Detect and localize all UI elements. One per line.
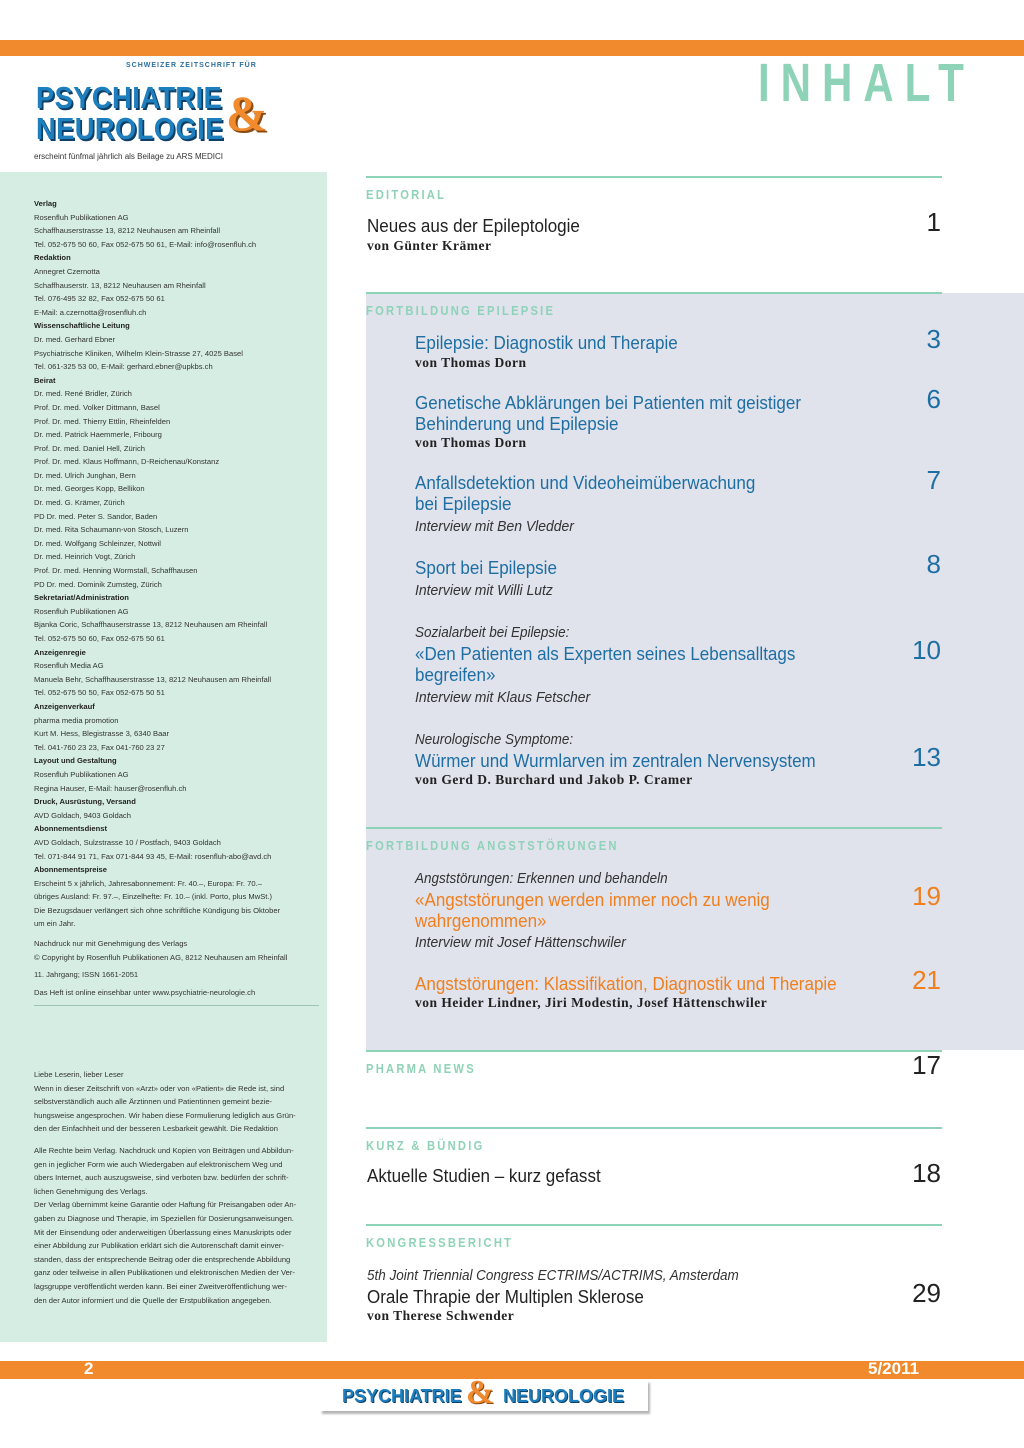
impressum-divider [34, 1005, 319, 1006]
impressum-heading: Abonnementsdienst [34, 824, 107, 834]
impressum-heading: Abonnementspreise [34, 865, 108, 875]
page-number: 10 [912, 635, 941, 665]
article-author: von Thomas Dorn [415, 435, 527, 450]
impressum-line: pharma media promotion [34, 715, 119, 725]
disclaimer [34, 1068, 316, 1315]
impressum-line: Erscheint 5 x jährlich, Jahresabonnement: Fr. 40.–, Europa: Fr. 70.– [34, 878, 262, 888]
article-title[interactable]: «Angststörungen werden immer noch zu wenig [415, 889, 770, 910]
article-kicker: Angststörungen: Erkennen und behandeln [415, 871, 668, 887]
impressum-line: Regina Hauser, E-Mail: hauser@rosenfluh.ch [34, 783, 187, 793]
page-number: 13 [912, 742, 941, 772]
impressum-line: Prof. Dr. med. Thierry Ettlin, Rheinfelden [34, 416, 171, 426]
disclaimer-paragraph: Liebe Leserin, lieber Leser Wenn in dieser Zeitschrift von «Arzt» oder von «Patient» die Rede ist, sind selbstverständlich auch alle Ärztinnen und Patientinnen gemeint bezie- hungsweise angesprochen. Wir haben diese Formulierung lediglich aus Grün- den der Einfachheit und der besseren Lesbarkeit gewählt. Die Redaktion [34, 1070, 296, 1134]
article-author: von Günter Krämer [367, 238, 492, 253]
article-title[interactable]: Anfallsdetektion und Videoheimüberwachung [415, 472, 756, 493]
impressum-line: Prof. Dr. med. Klaus Hoffmann, D-Reichenau/Konstanz [34, 457, 220, 467]
article-title[interactable]: begreifen» [415, 664, 496, 685]
impressum-line: Dr. med. G. Krämer, Zürich [34, 498, 125, 508]
article-interview: Interview mit Josef Hättenschwiler [415, 934, 626, 951]
article-author: von Gerd D. Burchard und Jakob P. Cramer [415, 772, 693, 787]
impressum-heading: Sekretariat/Administration [34, 593, 129, 603]
section-rule [366, 1050, 942, 1052]
impressum-line: Das Heft ist online einsehbar unter www.psychiatrie-neurologie.ch [34, 987, 256, 997]
impressum-line: Rosenfluh Media AG [34, 661, 104, 671]
page-number: 8 [926, 549, 941, 579]
impressum-line: Psychiatrische Kliniken, Wilhelm Klein-Strasse 27, 4025 Basel [34, 348, 243, 358]
footer-journal-neurologie: NEUROLOGIE [503, 1386, 625, 1406]
impressum-line: Dr. med. René Bridler, Zürich [34, 389, 132, 399]
article-title[interactable]: Angststörungen: Klassifikation, Diagnostik und Therapie [415, 973, 837, 994]
impressum-line: Prof. Dr. med. Daniel Hell, Zürich [34, 443, 145, 453]
section-rule [366, 176, 942, 178]
impressum-line: 11. Jahrgang; ISSN 1661-2051 [34, 970, 139, 980]
impressum-heading: Beirat [34, 375, 56, 385]
masthead-tagline: SCHWEIZER ZEITSCHRIFT FÜR [126, 62, 257, 69]
impressum-line: Die Bezugsdauer verlängert sich ohne schriftliche Kündigung bis Oktober [34, 905, 281, 915]
article-title[interactable]: Würmer und Wurmlarven im zentralen Nervensystem [415, 750, 816, 771]
footer-page-number: 2 [84, 1359, 94, 1378]
impressum-line: E-Mail: a.czernotta@rosenfluh.ch [34, 307, 147, 317]
impressum-heading: Layout und Gestaltung [34, 756, 117, 766]
impressum-line: © Copyright by Rosenfluh Publikationen AG, 8212 Neuhausen am Rheinfall [34, 952, 288, 962]
article-title[interactable]: Behinderung und Epilepsie [415, 413, 619, 434]
impressum-line: Schaffhauserstr. 13, 8212 Neuhausen am Rheinfall [34, 280, 206, 290]
section-heading-editorial: EDITORIAL [366, 187, 447, 202]
section-heading-angst: FORTBILDUNG ANGSTSTÖRUNGEN [366, 838, 619, 853]
section-heading-pharma: PHARMA NEWS [366, 1061, 476, 1076]
section-rule [366, 292, 942, 294]
impressum-line: AVD Goldach, Sulzstrasse 10 / Postfach, 9403 Goldach [34, 837, 221, 847]
impressum-line: Kurt M. Hess, Blegistrasse 3, 6340 Baar [34, 729, 170, 739]
page-number: 1 [926, 207, 941, 237]
page-number: 7 [926, 465, 941, 495]
article-interview: Interview mit Klaus Fetscher [415, 689, 591, 706]
impressum-line: übriges Ausland: Fr. 97.–, Einzelhefte: Fr. 10.– (inkl. Porto, plus MwSt.) [34, 892, 273, 902]
page-number: 19 [912, 881, 941, 911]
impressum-heading: Anzeigenregie [34, 647, 86, 657]
impressum-line: Dr. med. Patrick Haemmerle, Fribourg [34, 430, 162, 440]
impressum-line: Tel. 071-844 91 71, Fax 071-844 93 45, E-Mail: rosenfluh-abo@avd.ch [34, 851, 272, 861]
impressum-line: Dr. med. Rita Schaumann-von Stosch, Luzern [34, 525, 189, 535]
page-number: 6 [926, 384, 941, 414]
article-title[interactable]: wahrgenommen» [415, 910, 547, 931]
section-rule [366, 827, 942, 829]
impressum-line: Tel. 076-495 32 82, Fax 052-675 50 61 [34, 294, 165, 304]
article-kicker: 5th Joint Triennial Congress ECTRIMS/ACTRIMS, Amsterdam [367, 1268, 739, 1284]
page-number: 21 [912, 965, 941, 995]
footer-issue: 5/2011 [868, 1359, 920, 1378]
section-heading-epilepsie: FORTBILDUNG EPILEPSIE [366, 303, 556, 318]
page-number: 18 [912, 1158, 941, 1188]
masthead-subtitle: erscheint fünfmal jährlich als Beilage zu ARS MEDICI [34, 152, 223, 161]
article-title[interactable]: Sport bei Epilepsie [415, 557, 557, 578]
impressum-line: um ein Jahr. [34, 919, 76, 929]
impressum-line: Prof. Dr. med. Henning Wormstall, Schaffhausen [34, 566, 198, 576]
impressum-line: Dr. med. Wolfgang Schleinzer, Nottwil [34, 538, 161, 548]
impressum-line: Manuela Behr, Schaffhauserstrasse 13, 8212 Neuhausen am Rheinfall [34, 674, 272, 684]
page-number: 3 [926, 324, 941, 354]
impressum-line: Rosenfluh Publikationen AG [34, 606, 129, 616]
impressum-heading: Anzeigenverkauf [34, 701, 95, 711]
page-title: INHALT [758, 53, 975, 113]
article-author: von Thomas Dorn [415, 355, 527, 370]
article-title[interactable]: Genetische Abklärungen bei Patienten mit geistiger [415, 392, 802, 413]
impressum-line: Tel. 052-675 50 60, Fax 052-675 50 61, E-Mail: info@rosenfluh.ch [34, 239, 257, 249]
impressum-line: PD Dr. med. Peter S. Sandor, Baden [34, 511, 158, 521]
section-heading-kurz: KURZ & BÜNDIG [366, 1138, 485, 1153]
impressum-line: PD Dr. med. Dominik Zumsteg, Zürich [34, 579, 162, 589]
impressum-line: Dr. med. Heinrich Vogt, Zürich [34, 552, 136, 562]
impressum-line: Prof. Dr. med. Volker Dittmann, Basel [34, 402, 160, 412]
page-number: 29 [912, 1278, 941, 1308]
section-heading-kongress: KONGRESSBERICHT [366, 1235, 514, 1250]
impressum-line: Rosenfluh Publikationen AG [34, 212, 129, 222]
impressum-line: Nachdruck nur mit Genehmigung des Verlags [34, 939, 188, 949]
impressum-line: AVD Goldach, 9403 Goldach [34, 810, 131, 820]
impressum-line: Tel. 052-675 50 50, Fax 052-675 50 51 [34, 688, 165, 698]
article-author: von Therese Schwender [367, 1308, 515, 1323]
masthead-psychiatrie: PSYCHIATRIE [36, 80, 223, 115]
section-rule [366, 1127, 942, 1129]
article-title[interactable]: «Den Patienten als Experten seines Lebensalltags [415, 643, 796, 664]
impressum-line: Rosenfluh Publikationen AG [34, 769, 129, 779]
impressum-heading: Druck, Ausrüstung, Versand [34, 797, 136, 807]
article-title[interactable]: bei Epilepsie [415, 493, 512, 514]
impressum [34, 197, 319, 1020]
article-kicker: Neurologische Symptome: [415, 732, 574, 748]
impressum-line: Schaffhauserstrasse 13, 8212 Neuhausen am Rheinfall [34, 226, 221, 236]
footer-journal-psychiatrie: PSYCHIATRIE [342, 1386, 462, 1406]
article-interview: Interview mit Willi Lutz [415, 582, 553, 599]
disclaimer-paragraph: Alle Rechte beim Verlag. Nachdruck und Kopien von Beiträgen und Abbildun- gen in jeglicher Form wie auch Wiedergaben auf elektronischem Weg und übers Internet, auch auszugsweise, sind verboten bzw. bedürfen der schrift- lichen Genehmigung des Verlags. Der Verlag übernimmt keine Garantie oder Haftung für Preisangaben oder An- gaben zu Diagnose und Therapie, im Speziellen für Dosierungsanweisungen. Mit der Einsendung oder anderweitigen Überlassung eines Manuskripts oder einer Abbildung zur Publikation erklärt sich die Autorenschaft damit einver- standen, dass der entsprechende Beitrag oder die entsprechende Abbildung ganz oder teilweise in allen Publikationen und elektronischen Medien der Ver- lagsgruppe veröffentlicht werden kann. Bei einer Zweitveröffentlichung wer- den der Autor informiert und die Quelle der Erstpublikation angegeben. [34, 1145, 297, 1305]
article-title[interactable]: Aktuelle Studien – kurz gefasst [367, 1165, 601, 1186]
impressum-heading: Wissenschaftliche Leitung [34, 321, 130, 331]
impressum-line: Bjanka Coric, Schaffhauserstrasse 13, 8212 Neuhausen am Rheinfall [34, 620, 268, 630]
impressum-line: Dr. med. Gerhard Ebner [34, 334, 116, 344]
article-title[interactable]: Neues aus der Epileptologie [367, 215, 580, 236]
impressum-line: Dr. med. Georges Kopp, Bellikon [34, 484, 145, 494]
article-title[interactable]: Epilepsie: Diagnostik und Therapie [415, 332, 678, 353]
article-interview: Interview mit Ben Vledder [415, 518, 574, 535]
section-rule [366, 1224, 942, 1226]
impressum-line: Tel. 041-760 23 23, Fax 041-760 23 27 [34, 742, 165, 752]
impressum-heading: Verlag [34, 199, 57, 208]
impressum-line: Tel. 052-675 50 60, Fax 052-675 50 61 [34, 634, 165, 643]
masthead-neurologie: NEUROLOGIE [36, 111, 224, 146]
footer-journal-ampersand: & [466, 1374, 495, 1411]
page-number: 17 [912, 1050, 941, 1080]
impressum-line: Dr. med. Ulrich Junghan, Bern [34, 470, 136, 480]
article-author: von Heider Lindner, Jiri Modestin, Josef Hättenschwiler [415, 995, 768, 1010]
article-kicker: Sozialarbeit bei Epilepsie: [415, 625, 570, 641]
impressum-line: Annegret Czernotta [34, 266, 100, 276]
impressum-line: Tel. 061-325 53 00, E-Mail: gerhard.ebner@upkbs.ch [34, 362, 213, 372]
masthead-ampersand: & [226, 85, 268, 141]
article-title[interactable]: Orale Thrapie der Multiplen Sklerose [367, 1286, 644, 1307]
impressum-heading: Redaktion [34, 253, 71, 263]
